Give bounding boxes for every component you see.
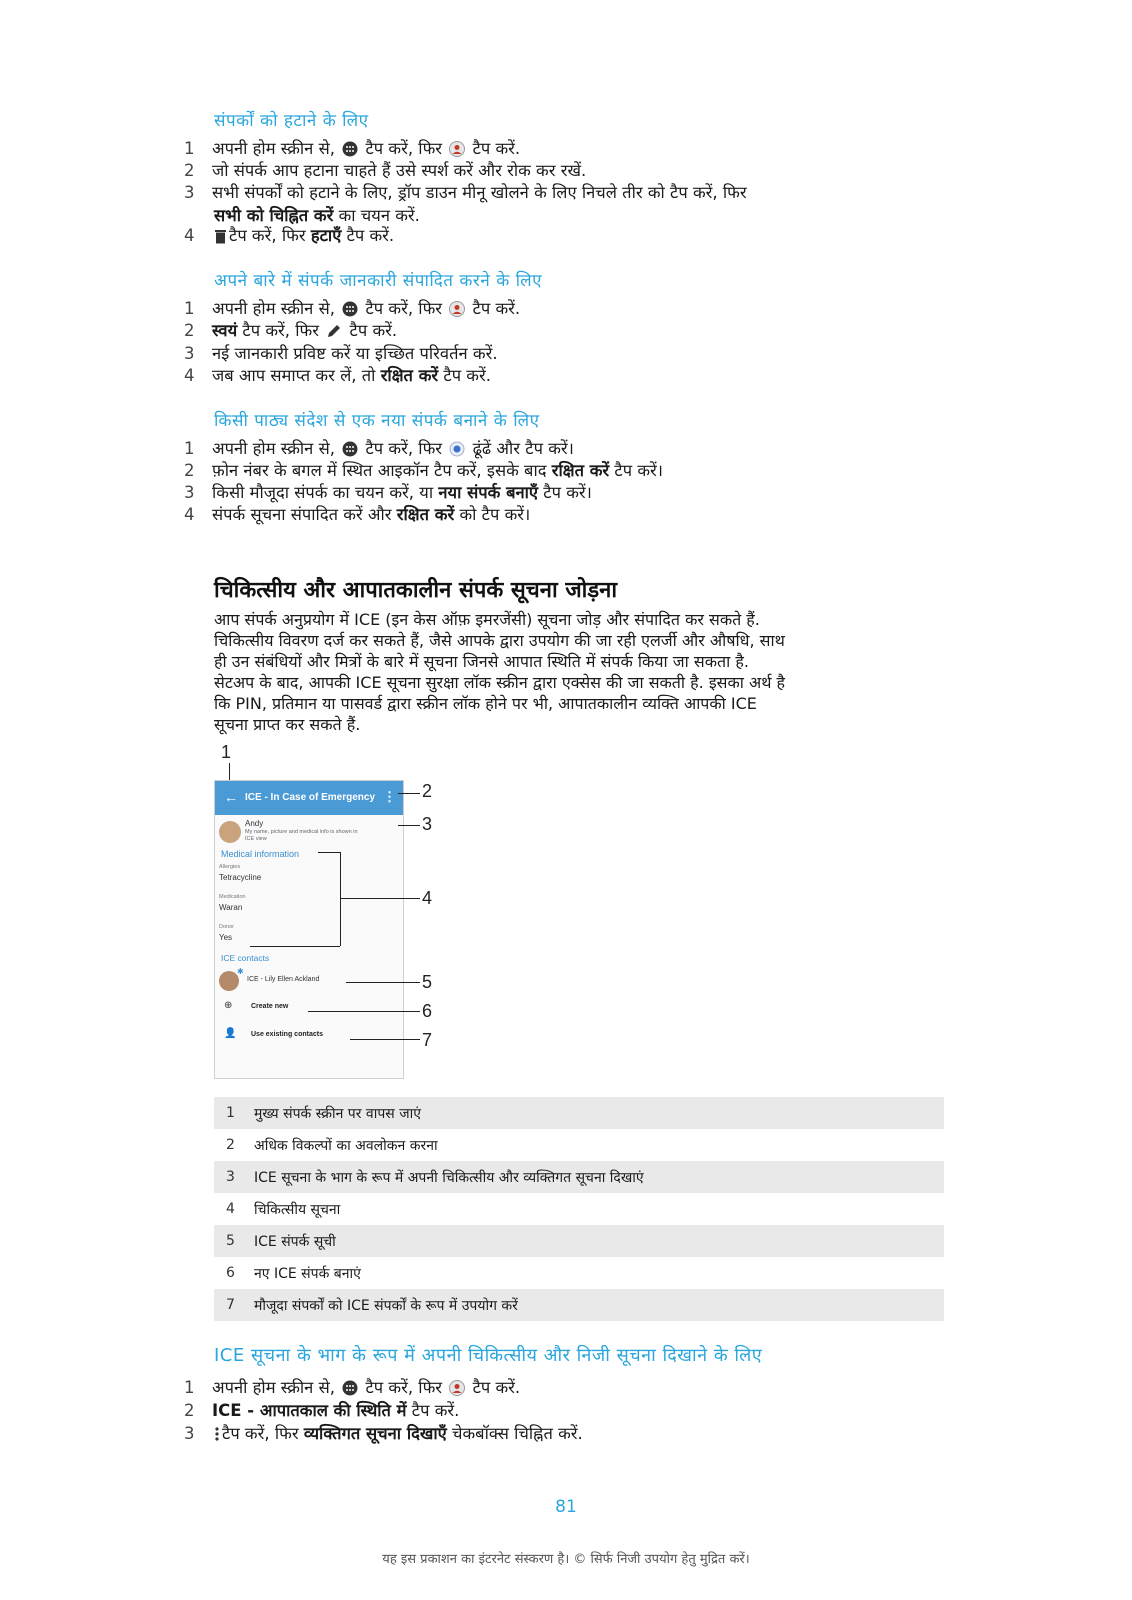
step-text: अपनी होम स्क्रीन से,	[212, 139, 335, 158]
step	[184, 320, 397, 344]
step-continuation	[214, 203, 420, 226]
step-text: ढूंढें और टैप करें।	[472, 439, 574, 458]
step-text: टैप करें.	[443, 366, 491, 385]
step-text: अपनी होम स्क्रीन से,	[212, 299, 335, 318]
contacts-icon	[449, 1380, 465, 1401]
step-number: 2	[184, 1401, 195, 1420]
step-text: अपनी होम स्क्रीन से,	[212, 439, 335, 458]
more-options-icon[interactable]: ⋮	[383, 789, 396, 804]
step	[184, 365, 491, 386]
step-text: जो संपर्क आप हटाना चाहते हैं उसे स्पर्श करें और रोक कर रखें.	[212, 161, 587, 180]
step	[184, 343, 498, 364]
legend-text: ICE सूचना के भाग के रूप में अपनी चिकित्सीय और व्यक्तिगत सूचना दिखाएं	[254, 1170, 644, 1186]
step	[184, 298, 520, 322]
step-text: टैप करें, फिर	[365, 1378, 443, 1397]
legend-number: 4	[226, 1201, 235, 1217]
step-number: 4	[184, 366, 195, 385]
step-text: जब आप समाप्त कर लें, तो	[212, 366, 376, 385]
legend-row	[214, 1161, 944, 1193]
step-text: टैप करें.	[472, 1378, 521, 1397]
apps-icon	[342, 441, 358, 462]
apps-icon	[342, 141, 358, 162]
step-number: 3	[184, 344, 195, 363]
step-text: टैप करें, फिर	[229, 226, 306, 245]
callout-number: 6	[422, 1001, 433, 1021]
callout-number: 4	[422, 888, 433, 908]
legend-text: मुख्य संपर्क स्क्रीन पर वापस जाएं	[254, 1106, 421, 1122]
pencil-icon	[326, 323, 342, 344]
field-value[interactable]: Tetracycline	[219, 873, 262, 882]
trash-icon	[214, 228, 227, 249]
paragraph-line: कि PIN, प्रतिमान या पासवर्ड द्वारा स्क्रीन लॉक होने पर भी, आपातकालीन व्यक्ति आपकी ICE	[214, 694, 757, 713]
step-number: 4	[184, 505, 195, 524]
field-label: Donor	[219, 924, 234, 930]
step-number: 1	[184, 439, 195, 458]
callout-line	[398, 793, 420, 794]
messaging-icon	[449, 441, 465, 462]
step-number: 1	[184, 1378, 195, 1397]
step-number: 1	[184, 139, 195, 158]
callout-number: 1	[221, 742, 232, 762]
step-text: को टैप करें।	[459, 505, 531, 524]
section-title-delete-contacts: संपर्कों को हटाने के लिए	[214, 111, 369, 131]
owner-name: Andy	[245, 819, 264, 828]
bold-term: रक्षित करें	[551, 461, 610, 480]
paragraph-line: सूचना प्राप्त कर सकते हैं.	[214, 715, 361, 734]
use-existing-button[interactable]: Use existing contacts	[251, 1031, 323, 1038]
bold-term: ICE - आपातकाल की स्थिति में	[212, 1401, 407, 1420]
field-value[interactable]: Yes	[219, 933, 233, 942]
contacts-icon	[449, 301, 465, 322]
paragraph-line: ही उन संबंधियों और मित्रों के बारे में सूचना जिनसे आपात स्थिति में संपर्क किया जा सकता है.	[214, 652, 749, 671]
callout-line	[318, 852, 340, 853]
callout-line	[346, 982, 420, 983]
callout-line	[250, 946, 340, 947]
avatar	[219, 971, 239, 991]
legend-row	[214, 1289, 944, 1321]
step-text: टैप करें.	[472, 139, 521, 158]
step-text: टैप करें, फिर	[242, 321, 320, 340]
star-icon: ✱	[237, 967, 244, 976]
legend-text: नए ICE संपर्क बनाएं	[254, 1266, 361, 1282]
avatar	[219, 821, 241, 843]
section-heading: चिकित्सीय और आपातकालीन संपर्क सूचना जोड़ना	[214, 578, 618, 603]
legend-text: मौजूदा संपर्कों को ICE संपर्कों के रूप में उपयोग करें	[254, 1298, 518, 1314]
step-number: 3	[184, 183, 195, 202]
legend-row	[214, 1097, 944, 1129]
step-text: संपर्क सूचना संपादित करें और	[212, 505, 392, 524]
add-contact-icon: ⊕	[224, 1000, 233, 1011]
field-label: Medication	[219, 894, 246, 900]
bold-term: हटाएँ	[310, 226, 342, 245]
step-text: चेकबॉक्स चिह्नित करें.	[452, 1424, 583, 1443]
legend-text: ICE संपर्क सूची	[254, 1234, 336, 1250]
legend-number: 2	[226, 1137, 235, 1153]
app-bar	[215, 781, 403, 815]
step-text: नई जानकारी प्रविष्ट करें या इच्छित परिवर्तन करें.	[212, 344, 498, 363]
legend-row	[214, 1257, 944, 1289]
callout-number: 5	[422, 972, 433, 992]
ice-contact-item[interactable]: ICE - Lily Ellen Ackland	[247, 976, 320, 983]
field-label: Allergies	[219, 864, 241, 870]
step-text: टैप करें।	[543, 483, 592, 502]
legend-row	[214, 1225, 944, 1257]
section-title-show-ice-info: ICE सूचना के भाग के रूप में अपनी चिकित्सीय और निजी सूचना दिखाने के लिए	[214, 1345, 763, 1366]
step-text: किसी मौजूदा संपर्क का चयन करें, या	[212, 483, 434, 502]
owner-note: My name, picture and medical info is shown in	[245, 829, 358, 835]
bold-term: नया संपर्क बनाएँ	[438, 483, 539, 502]
step-number: 3	[184, 1424, 195, 1443]
legend-row	[214, 1129, 944, 1161]
step	[184, 482, 592, 503]
callout-line	[340, 898, 420, 899]
step-text: टैप करें।	[614, 461, 664, 480]
page-number: 81	[555, 1497, 577, 1517]
step	[184, 504, 530, 525]
legend-text: अधिक विकल्पों का अवलोकन करना	[254, 1138, 438, 1154]
step-text: टैप करें.	[349, 321, 398, 340]
apps-icon	[342, 1380, 358, 1401]
step-number: 2	[184, 321, 195, 340]
step-text: टैप करें.	[472, 299, 521, 318]
back-arrow-icon[interactable]: ←	[224, 789, 238, 805]
field-value[interactable]: Waran	[219, 903, 243, 912]
step-text: टैप करें, फिर	[365, 439, 443, 458]
callout-number: 2	[422, 781, 433, 801]
step	[184, 182, 747, 203]
ice-contacts-header: ICE contacts	[221, 953, 270, 963]
legend-number: 5	[226, 1233, 235, 1249]
step-number: 4	[184, 226, 195, 245]
callout-line	[340, 852, 341, 946]
callout-number: 7	[422, 1030, 433, 1050]
step	[184, 438, 574, 462]
bold-term: रक्षित करें	[396, 505, 455, 524]
step-number: 2	[184, 161, 195, 180]
legend-text: चिकित्सीय सूचना	[254, 1202, 341, 1218]
step-number: 3	[184, 483, 195, 502]
step-text: टैप करें.	[411, 1401, 460, 1420]
footer-note: यह इस प्रकाशन का इंटरनेट संस्करण है। © सिर्फ निजी उपयोग हेतु मुद्रित करें।	[382, 1552, 750, 1567]
bold-term: स्वयं	[212, 321, 238, 340]
step	[184, 1400, 459, 1421]
step-text: टैप करें, फिर	[222, 1424, 299, 1443]
callout-line	[350, 1039, 420, 1040]
paragraph-line: आप संपर्क अनुप्रयोग में ICE (इन केस ऑफ़ इमरजेंसी) सूचना जोड़ और संपादित कर सकते हैं.	[214, 610, 760, 629]
ice-screen-mockup	[214, 780, 404, 1079]
step-number: 2	[184, 461, 195, 480]
callout-line	[308, 1011, 420, 1012]
step-number: 1	[184, 299, 195, 318]
step-text: टैप करें.	[346, 226, 395, 245]
legend-number: 1	[226, 1105, 235, 1121]
bold-term: रक्षित करें	[380, 366, 439, 385]
callout-number: 3	[422, 814, 433, 834]
step	[184, 138, 520, 162]
paragraph-line: चिकित्सीय विवरण दर्ज कर सकते हैं, जैसे आपके द्वारा उपयोग की जा रही एलर्जी और औषधि, साथ	[214, 631, 785, 650]
legend-number: 6	[226, 1265, 235, 1281]
step-text: का चयन करें.	[338, 206, 420, 225]
paragraph-line: सेटअप के बाद, आपकी ICE सूचना सुरक्षा लॉक स्क्रीन द्वारा एक्सेस की जा सकती है. इसका अर्थ है	[214, 673, 786, 692]
step-text: फ़ोन नंबर के बगल में स्थित आइकॉन टैप करें, इसके बाद	[212, 461, 547, 480]
existing-contact-icon: 👤	[224, 1028, 237, 1039]
step	[184, 225, 394, 249]
step-text: अपनी होम स्क्रीन से,	[212, 1378, 335, 1397]
bold-term: सभी को चिह्नित करें	[214, 206, 334, 225]
step	[184, 460, 663, 481]
step	[184, 1377, 520, 1401]
medical-info-header: Medical information	[221, 849, 300, 859]
more-options-icon	[214, 1426, 220, 1447]
owner-note: ICE view	[245, 836, 267, 842]
step	[184, 160, 586, 181]
contacts-icon	[449, 141, 465, 162]
legend-number: 3	[226, 1169, 235, 1185]
bold-term: व्यक्तिगत सूचना दिखाएँ	[303, 1424, 447, 1443]
callout-line	[398, 825, 420, 826]
step	[184, 1423, 583, 1447]
apps-icon	[342, 301, 358, 322]
legend-number: 7	[226, 1297, 235, 1313]
legend-row	[214, 1193, 944, 1225]
create-new-button[interactable]: Create new	[251, 1003, 289, 1010]
section-title-edit-own-info: अपने बारे में संपर्क जानकारी संपादित करने के लिए	[214, 271, 543, 291]
section-title-new-contact-from-message: किसी पाठ्य संदेश से एक नया संपर्क बनाने के लिए	[214, 411, 540, 431]
app-bar-title: ICE - In Case of Emergency	[245, 792, 376, 803]
step-text: टैप करें, फिर	[365, 139, 443, 158]
step-text: सभी संपर्कों को हटाने के लिए, ड्रॉप डाउन मीनू खोलने के लिए निचले तीर को टैप करें, फिर	[212, 183, 747, 202]
step-text: टैप करें, फिर	[365, 299, 443, 318]
